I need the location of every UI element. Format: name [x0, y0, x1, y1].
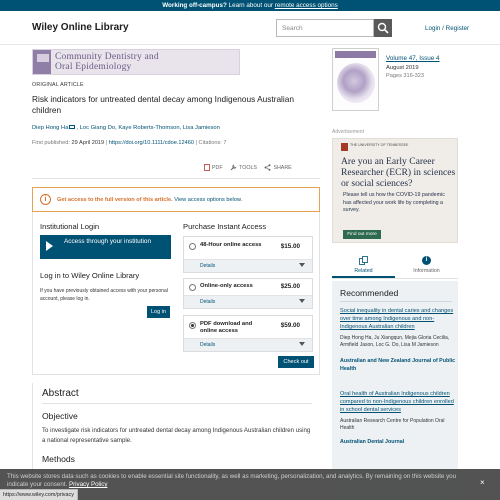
- privacy-policy-link[interactable]: Privacy Policy: [68, 481, 108, 489]
- banner-text: Learn about our: [226, 2, 275, 9]
- cover-artwork: [337, 63, 375, 103]
- checkout-button[interactable]: Check out: [278, 356, 314, 368]
- issue-link[interactable]: Volume 47, Issue 4: [386, 55, 440, 62]
- university-name: THE UNIVERSITY OF TENNESSEE: [350, 143, 409, 147]
- shield-icon: [341, 143, 348, 151]
- option-details-toggle[interactable]: [184, 295, 312, 308]
- university-logo: [341, 143, 409, 151]
- recommended-article-authors: Diep Hong Ha, Ju Xiangqun, Mejia Gloria Cecilia, Armfield Jason, Loc G. Do, Lisa M Jamieson: [340, 335, 450, 349]
- wrench-icon: [230, 164, 237, 171]
- option-details-toggle[interactable]: [184, 338, 312, 351]
- login-title: Log in to Wiley Online Library: [40, 271, 140, 280]
- ad-find-out-more-button[interactable]: Find out more: [343, 230, 381, 239]
- institution-access-label: Access through your institution: [64, 238, 152, 245]
- access-notice-text: Get access to the full version of this article.: [57, 197, 173, 203]
- institutional-login-title: Institutional Login: [40, 222, 100, 231]
- author-list: Diep Hong Ha , Loc Giang Do, Kaye Roberts-Thomson, Lisa Jamieson: [32, 125, 220, 131]
- wiley-logo[interactable]: Wiley Online Library: [32, 22, 129, 33]
- journal-logo-mark: [33, 50, 51, 74]
- publication-info: First published: 29 April 2019 | https://doi.org/10.1111/cdoe.12460 | Citations: 7: [32, 140, 227, 146]
- advertisement[interactable]: [332, 138, 458, 243]
- author-link[interactable]: Lisa Jamieson: [182, 125, 220, 131]
- tab-related-label: Related: [354, 268, 373, 274]
- recommended-article-journal[interactable]: Australian and New Zealand Journal of Public Health: [340, 358, 456, 372]
- search-input[interactable]: Search: [276, 19, 374, 37]
- recommended-article-link[interactable]: Oral health of Australian Indigenous children compared to non-Indigenous children enrolled in school dental services: [340, 391, 454, 414]
- option-price: $59.00: [280, 322, 300, 329]
- option-price: $25.00: [280, 283, 300, 290]
- advertisement-label: Advertisement: [332, 129, 364, 135]
- journal-cover-image[interactable]: [332, 48, 379, 111]
- divider: [32, 178, 320, 179]
- option-price: $15.00: [280, 243, 300, 250]
- abstract-title: Abstract: [42, 388, 79, 399]
- arrow-right-icon: [46, 241, 53, 251]
- ad-headline: Are you an Early Career Researcher (ECR) in sciences or social sciences?: [341, 156, 456, 189]
- details-label: Details: [200, 342, 216, 348]
- tools-button[interactable]: TOOLS: [230, 165, 258, 171]
- objective-title: Objective: [42, 411, 78, 421]
- option-label: Online-only access: [200, 283, 253, 289]
- tab-information[interactable]: [395, 254, 458, 278]
- purchase-option-pdf-download[interactable]: [183, 315, 313, 352]
- journal-banner[interactable]: [32, 49, 240, 75]
- site-header: [0, 11, 500, 45]
- login-button[interactable]: Log in: [147, 306, 170, 318]
- issue-date: August 2019: [386, 65, 419, 71]
- details-label: Details: [200, 299, 216, 305]
- option-label: 48-Hour online access: [200, 242, 262, 248]
- chevron-down-icon: [299, 299, 305, 303]
- search-icon: [377, 22, 389, 34]
- citations-count[interactable]: Citations: 7: [198, 140, 227, 146]
- author-link[interactable]: Diep Hong Ha: [32, 125, 69, 131]
- option-details-toggle[interactable]: [184, 259, 312, 272]
- details-label: Details: [200, 263, 216, 269]
- published-label: First published:: [32, 140, 70, 146]
- divider: [340, 301, 452, 302]
- access-notice: [32, 187, 320, 212]
- browser-status-bar: https://www.wiley.com/privacy: [0, 489, 78, 500]
- share-button[interactable]: SHARE: [264, 165, 291, 171]
- login-description: If you have previously obtained access with your personal account, please log in.: [40, 288, 168, 302]
- tab-related[interactable]: [332, 254, 395, 278]
- remote-access-banner: [0, 0, 500, 11]
- chevron-down-icon: [299, 342, 305, 346]
- ad-body: Please tell us how the COVID-19 pandemic has affected your work life by completing a survey.: [343, 192, 445, 214]
- article-tools: [198, 164, 292, 171]
- email-icon[interactable]: [69, 125, 75, 129]
- recommended-article-journal[interactable]: Australian Dental Journal: [340, 439, 405, 445]
- issue-pages: Pages 316-323: [386, 73, 424, 79]
- pdf-icon: [204, 164, 210, 171]
- info-icon: i: [40, 194, 51, 205]
- journal-title-line2: Oral Epidemiology: [55, 62, 132, 72]
- article-title: Risk indicators for untreated dental decay among Indigenous Australian children: [32, 94, 294, 115]
- info-icon: i: [422, 256, 431, 265]
- access-options-panel: [32, 212, 320, 375]
- chevron-down-icon: [299, 263, 305, 267]
- login-register-link[interactable]: Login / Register: [425, 25, 470, 32]
- close-icon[interactable]: ×: [480, 478, 485, 487]
- pdf-button[interactable]: PDF: [204, 165, 224, 171]
- purchase-option-48-hour[interactable]: [183, 236, 313, 273]
- banner-bold-text: Working off-campus?: [162, 2, 227, 9]
- published-date: 29 April 2019: [71, 140, 105, 146]
- remote-access-link[interactable]: remote access options: [274, 2, 338, 9]
- article-type: ORIGINAL ARTICLE: [32, 82, 84, 88]
- purchase-option-online-only[interactable]: [183, 278, 313, 309]
- radio-button[interactable]: [189, 243, 196, 250]
- recommended-article-link[interactable]: Social inequality in dental caries and changes over time among Indigenous and non-Indigenous Australian children: [340, 308, 454, 331]
- author-link[interactable]: Loc Giang Do: [79, 125, 116, 131]
- view-access-options-link[interactable]: View access options below.: [174, 197, 243, 203]
- tab-information-label: Information: [413, 268, 440, 274]
- share-icon: [264, 164, 271, 171]
- radio-button[interactable]: [189, 284, 196, 291]
- recommended-title: Recommended: [340, 288, 399, 298]
- cover-header: [335, 51, 376, 58]
- purchase-title: Purchase Instant Access: [183, 222, 267, 231]
- radio-button-selected[interactable]: [189, 322, 196, 329]
- journal-title-line1: Community Dentistry and: [55, 52, 159, 62]
- sidebar-tabs: [332, 254, 458, 279]
- methods-title: Methods: [42, 454, 75, 464]
- recommended-article-authors: Australian Research Centre for Population Oral Health: [340, 418, 445, 432]
- institution-access-button[interactable]: [40, 235, 171, 259]
- search-button[interactable]: [374, 19, 392, 37]
- objective-text: To investigate risk indicators for untreated dental decay among Indigenous Australian children using a national representative sample.: [42, 427, 311, 444]
- cookie-text: This website stores data such as cookies to enable essential site functionality, as well as marketing, personalization, and analytics. By remaining on this website you indicate your consent.: [7, 473, 457, 489]
- related-icon: [359, 256, 368, 265]
- author-link[interactable]: Kaye Roberts-Thomson: [118, 125, 180, 131]
- option-label: PDF download and online access: [200, 321, 253, 334]
- divider: [42, 403, 312, 404]
- doi-link[interactable]: https://doi.org/10.1111/cdoe.12460: [108, 140, 194, 146]
